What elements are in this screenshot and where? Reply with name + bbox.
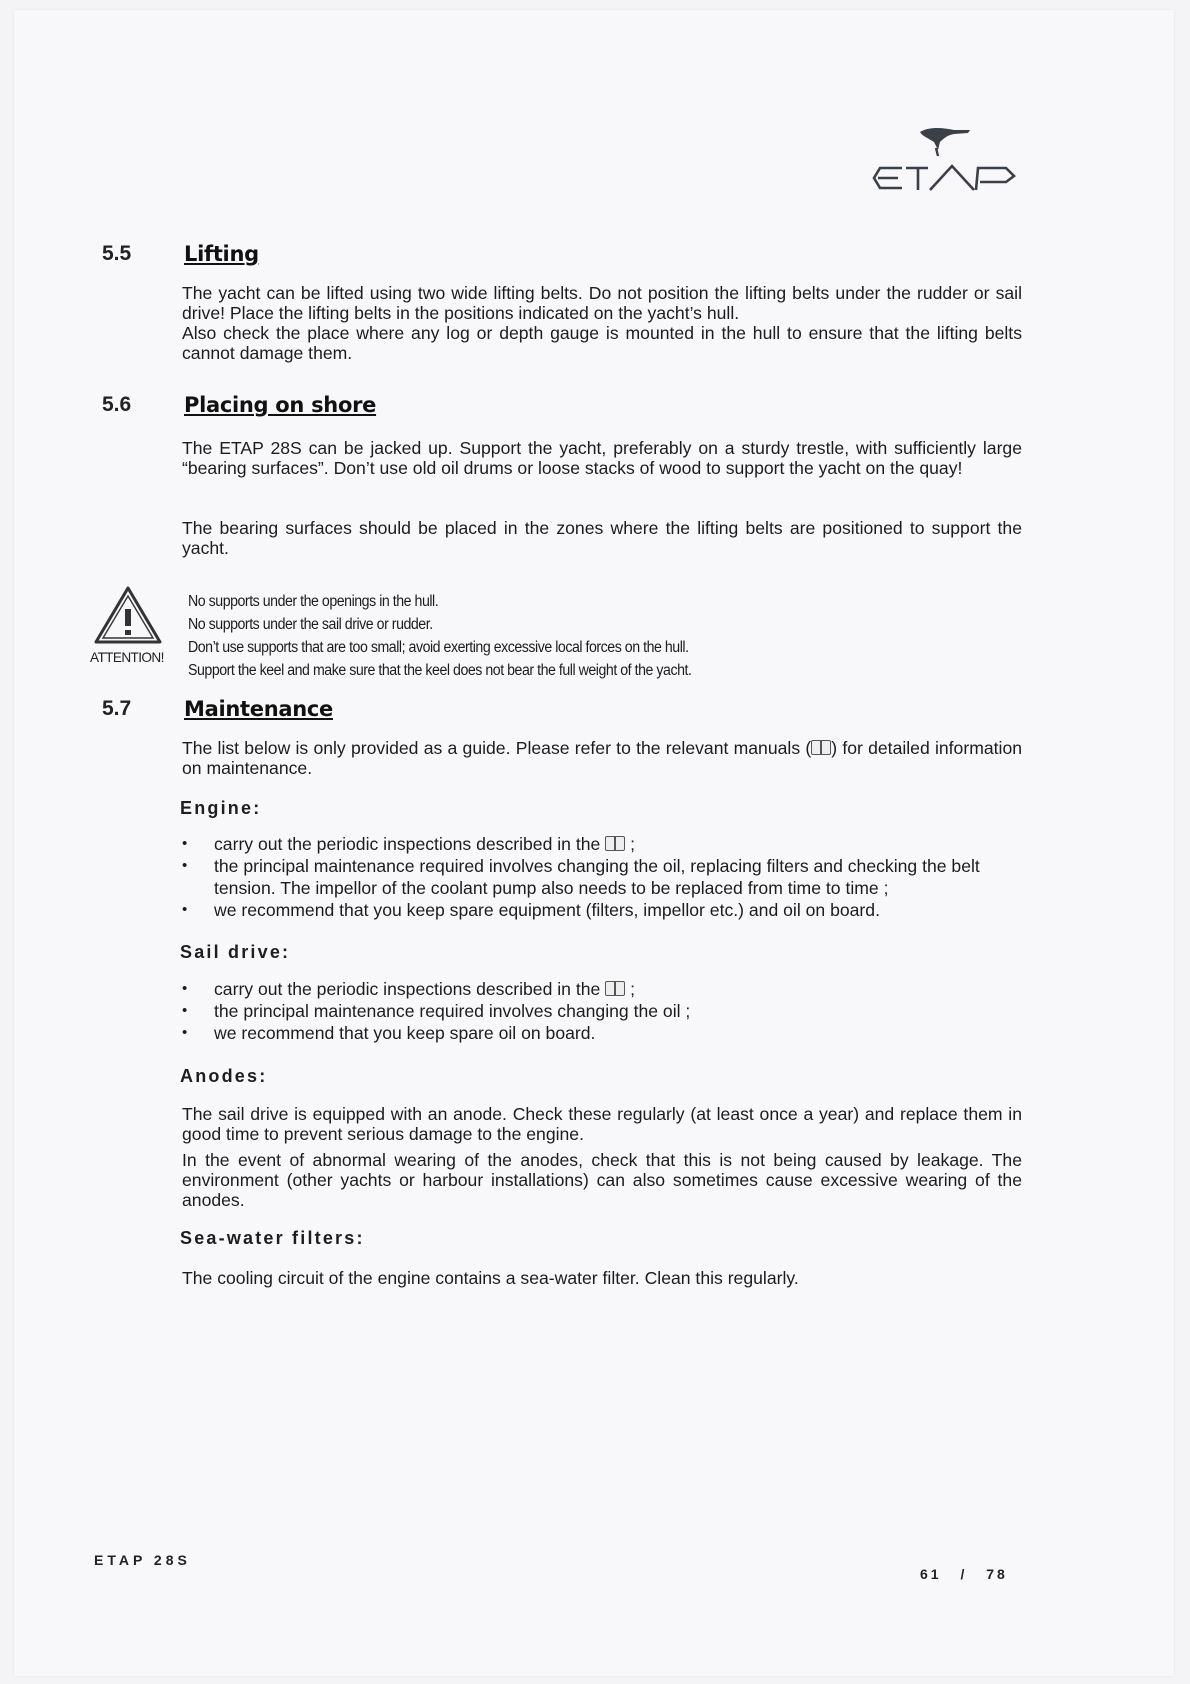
manual-book-icon <box>811 740 831 755</box>
page-separator: / <box>960 1566 968 1582</box>
warning-line: Don’t use supports that are too small; avoid exerting excessive local forces on the hull. <box>188 639 689 656</box>
warning-triangle-icon <box>90 584 170 644</box>
paragraph: Also check the place where any log or depth gauge is mounted in the hull to ensure that the lifting belts cannot damage them. <box>182 323 1022 363</box>
anodes-text-2: In the event of abnormal wearing of the anodes, check that this is not being caused by leakage. The environment (other yachts or harbour installations) can also sometimes cause excessive wearing of the anodes. <box>182 1150 1022 1210</box>
attention-label: ATTENTION! <box>90 650 164 665</box>
maintenance-intro <box>182 738 1022 778</box>
section-title-placing-on-shore: Placing on shore <box>184 393 377 417</box>
list-item <box>182 1000 1022 1022</box>
footer-model: ETAP 28S <box>94 1552 191 1568</box>
intro-text: The list below is only provided as a guide. Please refer to the relevant manuals ( <box>182 738 812 758</box>
list-item <box>182 978 1022 1000</box>
item-text: ; <box>625 979 635 999</box>
warning-line: No supports under the openings in the hull. <box>188 593 439 610</box>
item-text: the principal maintenance required involves changing the oil ; <box>214 1001 691 1021</box>
warning-line: Support the keel and make sure that the keel does not bear the full weight of the yacht. <box>188 662 692 679</box>
item-text: the principal maintenance required involves changing the oil, replacing filters and checking the belt tension. The impellor of the coolant pump also needs to be replaced from time to time ; <box>214 856 980 898</box>
section-title-maintenance: Maintenance <box>184 697 333 721</box>
intro-text: ) for detailed information on maintenance. <box>182 738 1023 778</box>
section-title-lifting: Lifting <box>184 242 259 266</box>
subheading-sea-water-filters: Sea-water filters: <box>180 1228 365 1248</box>
sail-drive-list <box>182 978 1022 1044</box>
engine-list <box>182 833 1022 921</box>
list-item <box>182 1022 1022 1044</box>
footer-page-number <box>920 1566 1008 1582</box>
manual-book-icon <box>605 836 625 851</box>
placing-text-2: The bearing surfaces should be placed in the zones where the lifting belts are positioned to support the yacht. <box>182 518 1022 558</box>
list-item <box>182 833 1022 855</box>
item-text: we recommend that you keep spare equipment (filters, impellor etc.) and oil on board. <box>214 900 880 920</box>
section-number: 5.6 <box>102 393 132 416</box>
subheading-anodes: Anodes: <box>180 1066 268 1086</box>
subheading-engine: Engine: <box>180 798 262 818</box>
lifting-text <box>182 283 1022 363</box>
list-item <box>182 855 1022 899</box>
page-total: 78 <box>986 1566 1008 1582</box>
list-item <box>182 899 1022 921</box>
warning-line: No supports under the sail drive or rudder. <box>188 616 433 633</box>
paragraph: The yacht can be lifted using two wide lifting belts. Do not position the lifting belts under the rudder or sail drive! Place the lifting belts in the positions indicated on the yacht’s hull. <box>182 283 1022 323</box>
section-number: 5.7 <box>102 697 132 720</box>
section-number: 5.5 <box>102 242 132 265</box>
page-current: 61 <box>920 1566 942 1582</box>
placing-text-1: The ETAP 28S can be jacked up. Support the yacht, preferably on a sturdy trestle, with sufficiently large “bearing surfaces”. Don’t use old oil drums or loose stacks of wood to support the yacht on the quay! <box>182 438 1022 478</box>
item-text: ; <box>625 834 635 854</box>
sea-water-text: The cooling circuit of the engine contains a sea-water filter. Clean this regularly. <box>182 1268 799 1288</box>
anodes-text-1: The sail drive is equipped with an anode. Check these regularly (at least once a year) and replace them in good time to prevent serious damage to the engine. <box>182 1104 1022 1144</box>
item-text: carry out the periodic inspections described in the <box>214 834 606 854</box>
item-text: carry out the periodic inspections described in the <box>214 979 606 999</box>
swan-logo-icon <box>872 120 1022 210</box>
warning-text <box>188 590 924 682</box>
manual-book-icon <box>605 981 625 996</box>
subheading-sail-drive: Sail drive: <box>180 942 291 962</box>
item-text: we recommend that you keep spare oil on board. <box>214 1023 596 1043</box>
